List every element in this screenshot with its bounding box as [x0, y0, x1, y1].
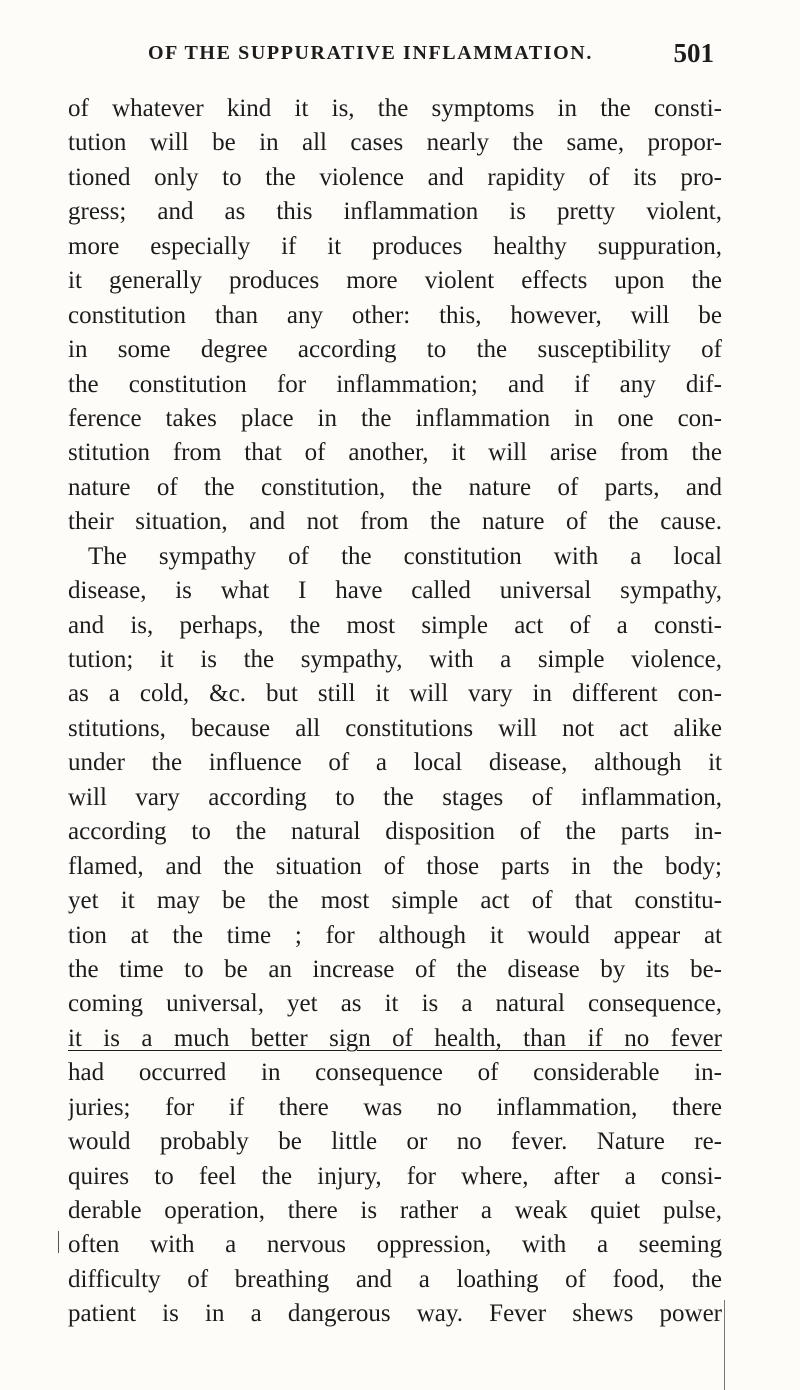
- text-line: coming universal, yet as it is a natural consequence,: [68, 990, 722, 1018]
- text-line: juries; for if there was no inflammation, there: [68, 1093, 722, 1121]
- text-line: the time to be an increase of the disease by its be-: [68, 955, 722, 983]
- text-line: tion at the time ; for although it would appear at: [68, 921, 722, 949]
- text-line: under the influence of a local disease, although it: [68, 749, 722, 777]
- text-line-underlined: it is a much better sign of health, than if no fever: [68, 1024, 722, 1052]
- text-line: quires to feel the injury, for where, after a consi-: [68, 1162, 722, 1190]
- text-line: in some degree according to the susceptibility of: [68, 336, 722, 364]
- page-header: [144, 36, 714, 80]
- text-line: gress; and as this inflammation is pretty violent,: [68, 198, 722, 226]
- page-number: 501: [673, 38, 714, 68]
- margin-mark-right: [724, 1300, 725, 1390]
- text-line: difficulty of breathing and a loathing of food, the: [68, 1265, 722, 1293]
- text-line: would probably be little or no fever. Nature re-: [68, 1128, 722, 1156]
- text-line: it generally produces more violent effects upon the: [68, 267, 722, 295]
- margin-mark-left: [58, 1231, 59, 1253]
- text-line: stitutions, because all constitutions will not act alike: [68, 714, 722, 742]
- text-line: stitution from that of another, it will arise from the: [68, 439, 722, 467]
- running-head: OF THE SUPPURATIVE INFLAMMATION.: [148, 42, 593, 64]
- text-line: derable operation, there is rather a weak quiet pulse,: [68, 1197, 722, 1224]
- text-line: disease, is what I have called universal sympathy,: [68, 577, 722, 605]
- text-line: patient is in a dangerous way. Fever shews power: [68, 1300, 722, 1328]
- text-line: ference takes place in the inflammation in one con-: [68, 404, 722, 432]
- text-line: tution will be in all cases nearly the same, propor-: [68, 129, 722, 157]
- text-line: their situation, and not from the nature of the cause.: [68, 508, 722, 536]
- text-line: tioned only to the violence and rapidity of its pro-: [68, 163, 722, 191]
- text-line: flamed, and the situation of those parts in the body;: [68, 852, 722, 880]
- text-line: had occurred in consequence of considerable in-: [68, 1059, 722, 1087]
- text-line: the constitution for inflammation; and if any dif-: [68, 370, 722, 398]
- text-line: constitution than any other: this, however, will be: [68, 301, 722, 329]
- text-line: The sympathy of the constitution with a local: [88, 542, 722, 570]
- text-line: and is, perhaps, the most simple act of a consti-: [68, 611, 722, 639]
- text-line: according to the natural disposition of the parts in-: [68, 818, 722, 846]
- body-text: [68, 92, 722, 1332]
- text-line: yet it may be the most simple act of that constitu-: [68, 887, 722, 915]
- text-line: tution; it is the sympathy, with a simple violence,: [68, 646, 722, 673]
- text-line: as a cold, &c. but still it will vary in different con-: [68, 680, 722, 708]
- text-line: nature of the constitution, the nature of parts, and: [68, 473, 722, 501]
- text-line: of whatever kind it is, the symptoms in the consti-: [68, 95, 722, 122]
- text-line: often with a nervous oppression, with a seeming: [68, 1231, 722, 1259]
- text-line: more especially if it produces healthy suppuration,: [68, 232, 722, 260]
- text-line: will vary according to the stages of inflammation,: [68, 783, 722, 811]
